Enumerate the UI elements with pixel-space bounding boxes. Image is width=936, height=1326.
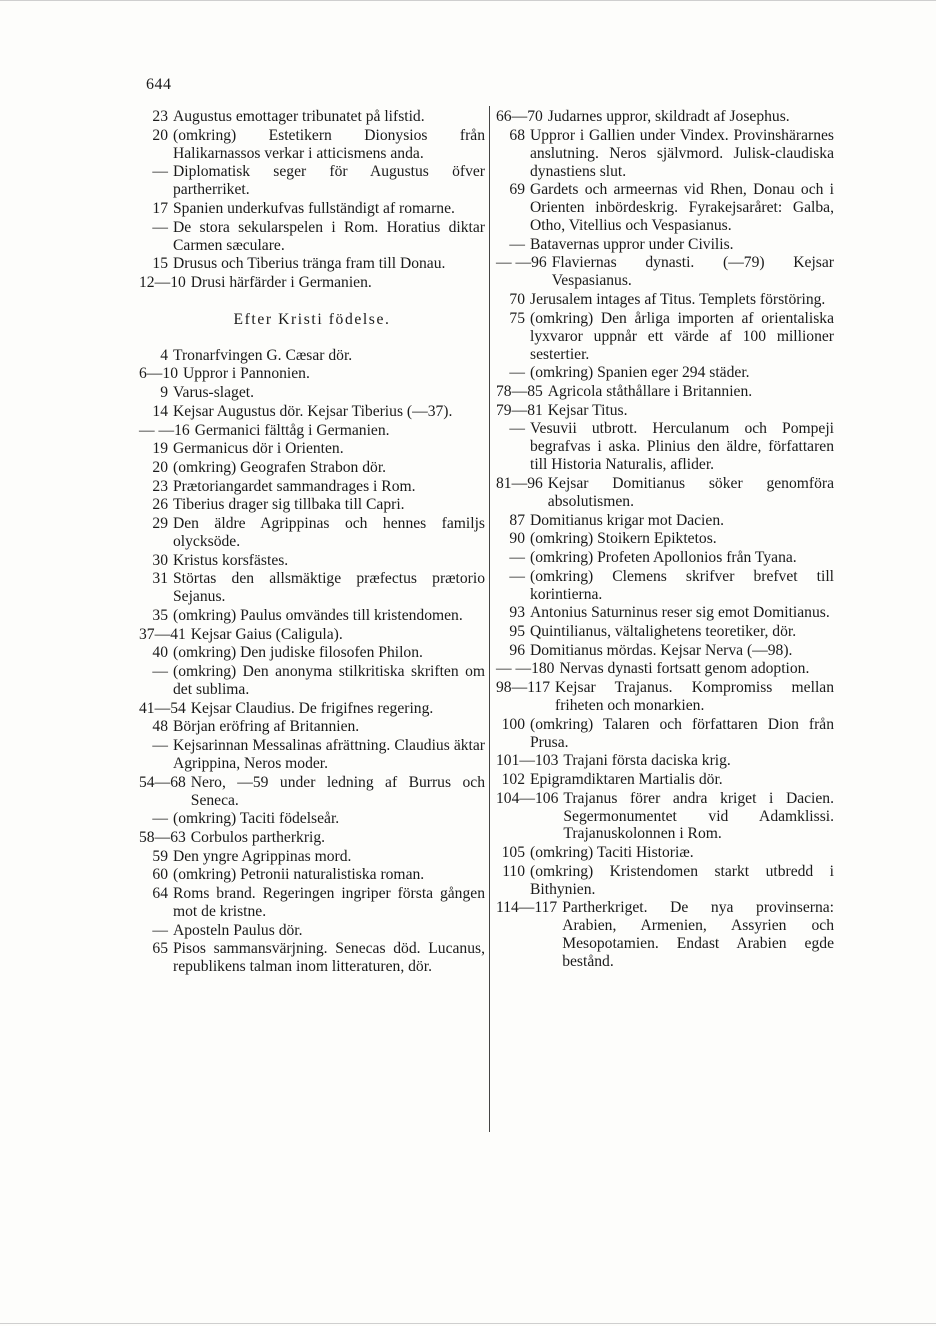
entry-text: (omkring) Profeten Apollonios från Tyana.	[530, 548, 797, 566]
entry-year: 78—85	[496, 382, 543, 400]
entry-year: 102	[501, 770, 525, 788]
entry-text: Aposteln Paulus dör.	[173, 921, 303, 939]
entry-text: Agricola ståthållare i Britannien.	[547, 382, 753, 400]
entry-text: (omkring) Taciti Historiæ.	[530, 844, 694, 862]
timeline-entry	[496, 660, 834, 678]
entry-text: (omkring) Den judiske filosofen Philon.	[173, 644, 423, 662]
timeline-entry	[496, 420, 834, 474]
timeline-entry	[139, 940, 485, 976]
entry-text: Drusus och Tiberius tränga fram till Donau.	[173, 255, 446, 273]
timeline-entry	[139, 384, 485, 402]
entry-year: 14	[152, 402, 168, 420]
timeline-entry	[139, 570, 485, 606]
timeline-entry	[139, 718, 485, 736]
timeline-entry	[139, 403, 485, 421]
entry-year: 96	[509, 641, 525, 659]
bc-entries-list	[139, 108, 485, 292]
timeline-entry	[496, 716, 834, 752]
timeline-entry	[139, 922, 485, 940]
entry-text: (omkring) Kristendomen starkt utbredd i Bithynien.	[530, 862, 834, 898]
timeline-entry	[139, 626, 485, 644]
entry-text: Drusi härfärder i Germanien.	[190, 273, 372, 291]
timeline-entry	[496, 402, 834, 420]
entry-year: —	[152, 921, 168, 939]
entry-text: Jerusalem intages af Titus. Templets förstöring.	[530, 291, 826, 309]
timeline-entry	[496, 568, 834, 604]
entry-year: 70	[509, 291, 525, 309]
entry-year: 15	[152, 255, 168, 273]
timeline-entry	[496, 512, 834, 530]
entry-text: Tronarfvingen G. Cæsar dör.	[173, 346, 353, 364]
entry-text: (omkring) Talaren och författaren Dion från Prusa.	[530, 715, 834, 751]
entry-year: 81—96	[496, 474, 543, 492]
timeline-entry	[496, 752, 834, 770]
entry-year: —	[509, 420, 525, 438]
entry-text: (omkring) Geografen Strabon dör.	[173, 458, 387, 476]
bottom-edge-rule	[0, 1323, 936, 1324]
timeline-entry	[139, 866, 485, 884]
entry-text: Kejsar Claudius. De frigifnes regering.	[190, 699, 434, 717]
entry-year: — —180	[496, 660, 555, 678]
entry-text: Augustus emottager tribunatet på lifstid.	[173, 108, 425, 125]
timeline-entry	[139, 459, 485, 477]
entry-text: Kejsar Domitianus söker genomföra absolutismen.	[547, 474, 834, 510]
timeline-entry	[139, 108, 485, 126]
entry-text: (omkring) Clemens skrifver brefvet till korintierna.	[530, 567, 834, 603]
entry-text: Början eröfring af Britannien.	[173, 718, 360, 736]
entry-year: 105	[501, 844, 525, 862]
column-divider	[489, 106, 490, 1132]
entry-year: 37—41	[139, 625, 186, 643]
entry-year: 66—70	[496, 108, 543, 125]
entry-year: —	[509, 235, 525, 253]
entry-year: —	[152, 737, 168, 755]
timeline-entry	[496, 475, 834, 511]
entry-year: 95	[509, 622, 525, 640]
timeline-entry	[496, 863, 834, 899]
timeline-entry	[496, 383, 834, 401]
timeline-entry	[139, 810, 485, 828]
entry-year: 4	[160, 346, 168, 364]
entry-text: Uppror i Pannonien.	[182, 365, 310, 383]
entry-text: Kejsarinnan Messalinas afrättning. Claudius äktar Agrippina, Neros moder.	[173, 737, 485, 773]
timeline-entry	[139, 440, 485, 458]
timeline-entry	[496, 771, 834, 789]
timeline-entry	[496, 291, 834, 309]
timeline-entry	[139, 163, 485, 199]
entry-text: Flaviernas dynasti. (—79) Kejsar Vespasianus.	[551, 254, 834, 290]
entry-year: 65	[152, 940, 168, 958]
timeline-entry	[139, 219, 485, 255]
timeline-entry	[496, 181, 834, 235]
entry-year: 64	[152, 885, 168, 903]
timeline-entry	[139, 607, 485, 625]
timeline-entry	[496, 364, 834, 382]
timeline-entry	[496, 679, 834, 715]
timeline-entry	[496, 790, 834, 844]
entry-text: (omkring) Taciti födelseår.	[173, 810, 340, 828]
entry-year: — —96	[496, 254, 547, 272]
entry-year: 101—103	[496, 752, 559, 770]
entry-year: —	[152, 218, 168, 236]
entry-year: 75	[509, 309, 525, 327]
timeline-entry	[496, 310, 834, 364]
timeline-entry	[496, 254, 834, 290]
entry-year: 40	[152, 644, 168, 662]
entry-text: Diplomatisk seger för Augustus öfver partherriket.	[173, 163, 485, 199]
timeline-entry	[139, 552, 485, 570]
timeline-entry	[139, 848, 485, 866]
entry-year: 87	[509, 511, 525, 529]
entry-text: Nero, —59 under ledning af Burrus och Seneca.	[190, 773, 485, 809]
timeline-entry	[139, 496, 485, 514]
timeline-entry	[496, 530, 834, 548]
ad-entries-list	[139, 347, 485, 977]
entry-year: —	[152, 810, 168, 828]
entry-text: (omkring) Den årliga importen af orientaliska lyxvaror uppnår ett värde af 100 millioner sestertier.	[530, 309, 834, 363]
timeline-entry	[139, 255, 485, 273]
entry-year: 17	[152, 199, 168, 217]
page-number: 644	[146, 76, 172, 93]
timeline-entry	[139, 885, 485, 921]
timeline-entry	[139, 347, 485, 365]
entry-year: 93	[509, 604, 525, 622]
entry-text: (omkring) Stoikern Epiktetos.	[530, 530, 717, 548]
entry-year: —	[152, 663, 168, 681]
entry-year: — —16	[139, 421, 190, 439]
entry-text: Germanicus dör i Orienten.	[173, 440, 344, 458]
top-edge-rule	[0, 0, 936, 1]
entry-year: 23	[152, 477, 168, 495]
entry-year: 29	[152, 515, 168, 533]
entry-year: 79—81	[496, 401, 543, 419]
entry-year: 26	[152, 496, 168, 514]
entry-text: Corbulos partherkrig.	[190, 829, 326, 847]
entry-text: Uppror i Gallien under Vindex. Provinshärarnes anslutning. Neros självmord. Julisk-claudiska dynastiens slut.	[530, 126, 834, 180]
entry-text: Partherkriget. De nya provinserna: Arabien, Armenien, Assyrien och Mesopotamien. Endast Arabien egde bestånd.	[562, 899, 834, 971]
entry-year: 54—68	[139, 773, 186, 791]
entry-year: 23	[152, 108, 168, 125]
entry-year: 69	[509, 181, 525, 199]
entry-year: 48	[152, 718, 168, 736]
entry-year: —	[509, 548, 525, 566]
entry-year: 20	[152, 126, 168, 144]
entry-year: 59	[152, 847, 168, 865]
entry-year: —	[152, 163, 168, 181]
timeline-entry	[496, 642, 834, 660]
entry-text: Roms brand. Regeringen ingriper första gången mot de kristne.	[173, 885, 485, 921]
timeline-entry	[139, 663, 485, 699]
timeline-entry	[139, 737, 485, 773]
entry-text: (omkring) Den anonyma stilkritiska skriften om det sublima.	[173, 663, 485, 699]
entry-text: Kejsar Gaius (Caligula).	[190, 625, 343, 643]
entry-text: Kejsar Augustus dör. Kejsar Tiberius (—37).	[173, 402, 453, 420]
entry-text: Kejsar Trajanus. Kompromiss mellan friheten och monarkien.	[555, 679, 834, 714]
timeline-entry	[496, 127, 834, 181]
timeline-entry	[139, 774, 485, 810]
timeline-entry	[139, 829, 485, 847]
entry-text: Domitianus krigar mot Dacien.	[530, 511, 725, 529]
entry-text: Epigramdiktaren Martialis dör.	[530, 770, 723, 788]
entry-year: 114—117	[496, 899, 558, 917]
entry-text: Trajani första daciska krig.	[563, 752, 731, 770]
entry-text: (omkring) Petronii naturalistiska roman.	[173, 866, 425, 884]
timeline-entry	[496, 623, 834, 641]
timeline-entry	[496, 108, 834, 126]
entry-text: Varus-slaget.	[173, 384, 254, 402]
entry-year: 110	[502, 862, 525, 880]
entry-text: Spanien underkufvas fullständigt af romarne.	[173, 199, 455, 217]
entry-year: 60	[152, 866, 168, 884]
entry-year: —	[509, 364, 525, 382]
entry-year: 9	[160, 384, 168, 402]
entry-text: Tiberius drager sig tillbaka till Capri.	[173, 496, 405, 514]
timeline-entry	[139, 127, 485, 163]
entry-year: 68	[509, 126, 525, 144]
entry-year: 104—106	[496, 789, 559, 807]
entry-year: 12—10	[139, 273, 186, 291]
entry-text: Germanici fälttåg i Germanien.	[194, 421, 390, 439]
entry-text: (omkring) Spanien eger 294 städer.	[530, 364, 750, 382]
entry-year: 31	[152, 570, 168, 588]
entry-text: Batavernas uppror under Civilis.	[530, 235, 734, 253]
entry-text: Kejsar Titus.	[547, 401, 628, 419]
timeline-entry	[139, 274, 485, 292]
entry-year: 30	[152, 551, 168, 569]
entry-year: 6—10	[139, 365, 178, 383]
entry-year: 98—117	[496, 679, 550, 697]
timeline-entry	[496, 236, 834, 254]
timeline-entry	[496, 604, 834, 622]
entry-year: 90	[509, 530, 525, 548]
timeline-entry	[139, 478, 485, 496]
entry-text: (omkring) Paulus omvändes till kristendomen.	[173, 607, 463, 624]
entry-text: Störtas den allsmäktige præfectus prætorio Sejanus.	[173, 570, 485, 606]
timeline-entry	[139, 422, 485, 440]
entry-text: Pisos sammansvärjning. Senecas död. Lucanus, republikens talman inom litteraturen, dör.	[173, 940, 485, 976]
right-column	[496, 108, 834, 972]
entry-year: 41—54	[139, 699, 186, 717]
entry-year: 100	[501, 715, 525, 733]
entry-text: Antonius Saturninus reser sig emot Domitianus.	[530, 604, 830, 622]
entry-text: De stora sekularspelen i Rom. Horatius diktar Carmen sæculare.	[173, 218, 485, 254]
entry-year: —	[509, 567, 525, 585]
entry-text: Judarnes uppror, skildradt af Josephus.	[547, 108, 790, 125]
entry-year: 19	[152, 440, 168, 458]
entry-text: Den äldre Agrippinas och hennes familjs olycksöde.	[173, 515, 485, 550]
entry-text: Nervas dynasti fortsatt genom adoption.	[559, 660, 810, 678]
entry-text: (omkring) Estetikern Dionysios från Halikarnassos verkar i atticismens anda.	[173, 126, 485, 162]
left-column	[139, 108, 485, 977]
timeline-entry	[139, 515, 485, 551]
timeline-entry	[139, 365, 485, 383]
entry-year: 20	[152, 458, 168, 476]
entry-text: Domitianus mördas. Kejsar Nerva (—98).	[530, 641, 793, 659]
entry-text: Trajanus förer andra kriget i Dacien. Segermonumentet vid Adamklissi. Trajanuskolonnen i Rom.	[563, 789, 834, 843]
entry-text: Prætoriangardet sammandrages i Rom.	[173, 477, 416, 495]
entry-text: Kristus korsfästes.	[173, 551, 289, 569]
timeline-entry	[496, 844, 834, 862]
section-heading-after-christ: Efter Kristi födelse.	[233, 310, 391, 328]
timeline-entry	[139, 700, 485, 718]
entry-text: Vesuvii utbrott. Herculanum och Pompeji begrafvas i aska. Plinius den äldre, författaren till Historia Naturalis, aflider.	[530, 420, 834, 474]
entry-year: 35	[152, 607, 168, 624]
timeline-entry	[139, 644, 485, 662]
entry-text: Gardets och armeernas vid Rhen, Donau och i Orienten inbördeskrig. Fyrakejsaråret: Galba, Otho, Vitellius och Vespasianus.	[530, 181, 834, 235]
timeline-entry	[139, 200, 485, 218]
entry-text: Quintilianus, vältalighetens teoretiker, dör.	[530, 622, 797, 640]
entry-year: 58—63	[139, 829, 186, 847]
right-entries-list	[496, 108, 834, 971]
timeline-entry	[496, 899, 834, 971]
entry-text: Den yngre Agrippinas mord.	[173, 847, 352, 865]
timeline-entry	[496, 549, 834, 567]
